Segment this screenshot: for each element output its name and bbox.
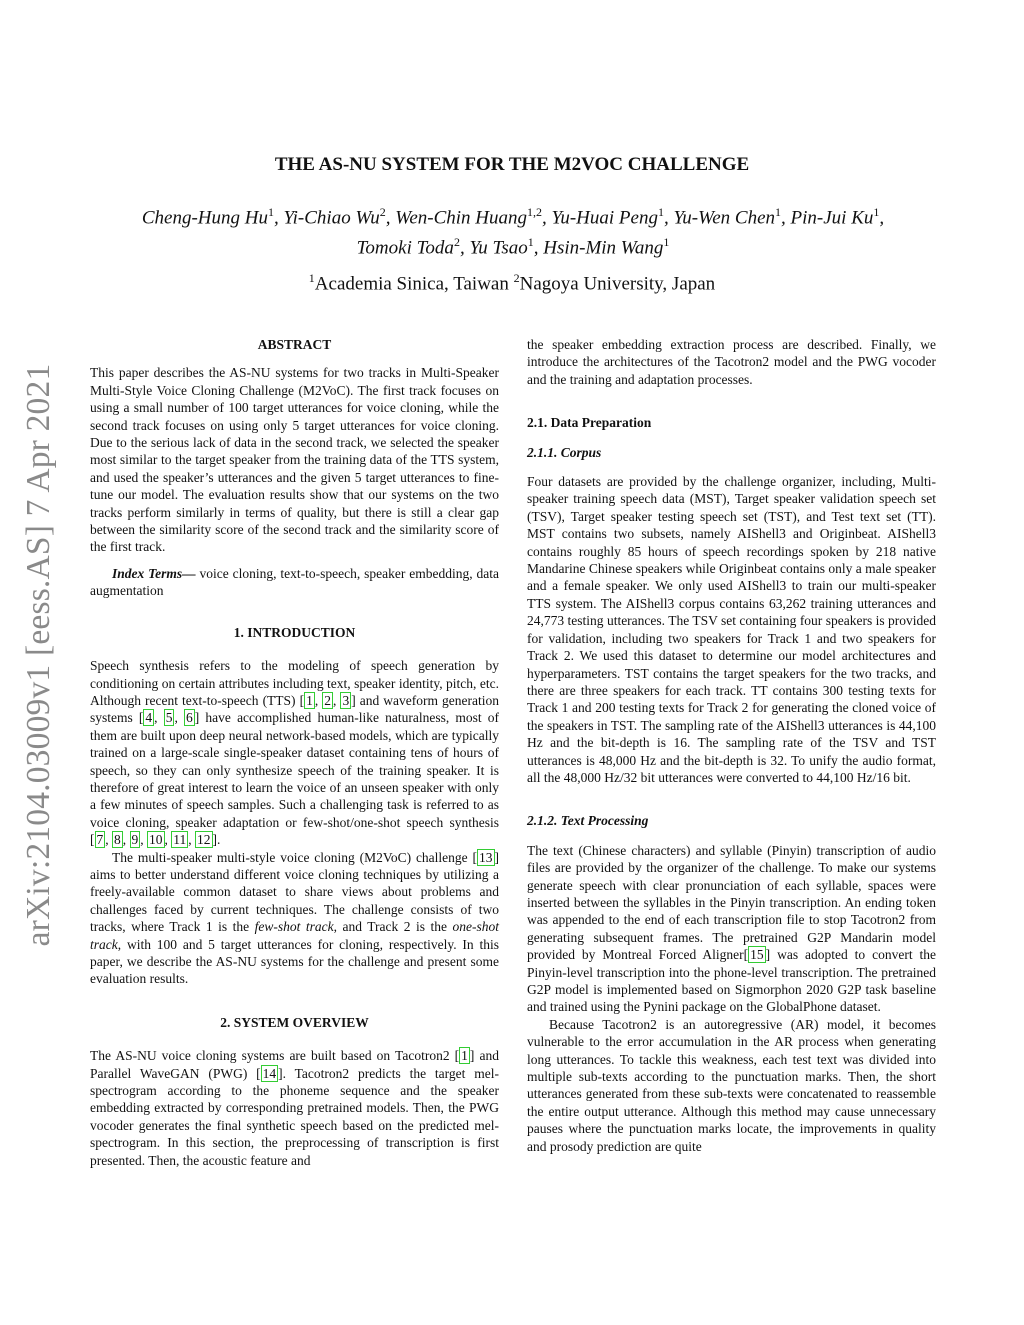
- citation-link[interactable]: 1: [461, 1048, 468, 1064]
- author: Tomoki Toda: [356, 237, 454, 259]
- citation-link[interactable]: 4: [145, 710, 153, 726]
- index-terms: [90, 565, 499, 600]
- text-processing-paragraph-1: The text (Chinese characters) and syllable (Pinyin) transcription of audio files are provided by the organizer of the challenge. To make our systems generate speech with clear pronunciation of each syllable, spaces were inserted between the syllables in the Pinyin transcription. An ending token was appended to the end of each transcription file to stop Tacotron2 from generating subsequent frames. The pretrained G2P Mandarin model provided by Montreal Forced Aligner[ 15 ] was adopted to convert the Pinyin-level transcription into the phone-level transcription. The pretrained G2P model is implemented based on Sigmorphon 2020 G2P task baseline and trained using the Pynini package on the GlobalPhone dataset.: [527, 842, 937, 1015]
- author: Yu-Huai Peng: [551, 207, 658, 229]
- citation-link[interactable]: 10: [149, 832, 163, 848]
- author: Yu Tsao: [469, 237, 528, 259]
- subsubsection-heading-text-processing: 2.1.2. Text Processing: [527, 813, 649, 829]
- citation-link[interactable]: 1: [306, 692, 313, 708]
- right-column: [527, 336, 936, 1155]
- author-list: Cheng-Hung Hu$^1$, Yi-Chiao Wu$^2$, Wen-Chin Huang$^{1,2}$, Yu-Huai Peng$^1$, Yu-Wen Chen$^1$, Pin-Jui Ku$^1$, Tomoki Toda$^2$, Yu Tsao$^1$, Hsin-Min Wang$^1$: [141, 205, 885, 259]
- author: Wen-Chin Huang: [395, 207, 528, 229]
- affiliation: Nagoya University, Japan: [519, 273, 716, 295]
- paper-title: THE AS-NU SYSTEM FOR THE M2VOC CHALLENGE: [274, 154, 750, 175]
- citation-link[interactable]: 12: [197, 832, 211, 848]
- citation-link[interactable]: 11: [173, 832, 187, 848]
- text-processing-paragraph-2: Because Tacotron2 is an autoregressive (AR) model, it becomes vulnerable to the error accumulation in the AR process when generating long utterances. To tackle this weakness, each test text was divided into multiple sub-texts according to the punctuation marks. Then, the short utterances generated from these sub-texts were concatenated to reassemble the entire output utterance. Although this method may cause unnecessary pauses where the punctuation marks locate, the improvements in quality and prosody prediction are quite: [527, 1016, 936, 1154]
- citation-link[interactable]: 15: [750, 947, 764, 963]
- intro-paragraph-1: Speech synthesis refers to the modeling of speech generation by conditioning on certain attributes including text, speaker identity, pitch, etc. Although recent text-to-speech (TTS) [ 1 , 2 , 3 ] and waveform generation systems [ 4 , 5 , 6 ] have accomplished human-like naturalness, most of them are built upon deep neural network-based models, which are typically trained on a large-scale single-speaker dataset containing tens of hours of speech, so they can only synthesize speech of the training speaker. It is therefore of great interest to learn the voice of an unseen speaker with only a few minutes of speech samples. Such a challenging task is referred to as voice cloning, speaker adaptation or few-shot/one-shot speech synthesis [ 7 , 8 , 9 , 10 , 11 , 12 ].: [90, 658, 500, 848]
- left-column: [90, 336, 499, 1169]
- intro-paragraph-2: The multi-speaker multi-style voice cloning (M2VoC) challenge [ 13 ] aims to better understand different voice cloning techniques by utilizing a freely-available common dataset to share views about problems and challenges faced by current techniques. The challenge consists of two tracks, where Track 1 is the few-shot track, and Track 2 is the one-shot track, with 100 and 5 target utterances for cloning, respectively. In this paper, we describe the AS-NU systems for the challenge and present some evaluation results.: [90, 849, 499, 987]
- abstract-heading: ABSTRACT: [257, 337, 332, 352]
- overview-paragraph-1: The AS-NU voice cloning systems are built based on Tacotron2 [ 1 ] and Parallel WaveGAN (PWG) [ 14 ]. Tacotron2 predicts the target mel-spectrogram according to the phoneme sequence and the speaker embedding extracted by corresponding pretrained models. Then, the PWG vocoder generates the final synthetic speech based on the predicted mel-spectrogram. In this section, the preprocessing of transcription is first presented. Then, the acoustic feature and: [90, 1048, 499, 1168]
- citation-link[interactable]: 8: [114, 832, 121, 848]
- citation-link[interactable]: 13: [479, 849, 493, 865]
- citation-link[interactable]: 2: [324, 692, 332, 708]
- citation-link[interactable]: 3: [342, 692, 350, 708]
- affiliation: Academia Sinica, Taiwan: [314, 273, 509, 295]
- author: Yu-Wen Chen: [673, 207, 776, 229]
- author: Yi-Chiao Wu: [283, 207, 380, 229]
- index-terms-label: Index Terms—: [112, 565, 196, 581]
- index-terms-text: voice cloning, text-to-speech, speaker embedding, data augmentation: [90, 565, 500, 599]
- subsubsection-heading-corpus: 2.1.1. Corpus: [527, 444, 602, 460]
- author: Hsin-Min Wang: [543, 237, 664, 259]
- abstract-text: This paper describes the AS-NU systems for two tracks in Multi-Speaker Multi-Style Voice Cloning Challenge (M2VoC). The first track focuses on using a small number of 100 target utterances for voice cloning, while the second track focuses on using only 5 target utterances for voice cloning. Due to the serious lack of data in the second track, we selected the speaker most similar to the target speaker from the training data of the TTS system, and used the speaker’s utterances and the given 5 target utterances to fine-tune our model. The evaluation results show that our systems on the two tracks perform similarly in terms of quality, but there is still a clear gap between the similarity score of the second track and the similarity score of the first track.: [90, 365, 499, 555]
- arxiv-stamp: [14, 350, 64, 960]
- section-heading-system-overview: 2. SYSTEM OVERVIEW: [220, 1014, 369, 1030]
- citation-link[interactable]: 7: [96, 832, 104, 848]
- citation-link[interactable]: 9: [131, 832, 139, 848]
- overview-paragraph-continued: the speaker embedding extraction process are described. Finally, we introduce the architectures of the Tacotron2 model and the PWG vocoder and the training and adaptation processes.: [527, 337, 936, 387]
- corpus-paragraph: Four datasets are provided by the challenge organizer, including, Multi-speaker training speech data (MST), Target speaker validation speech set (TSV), Target speaker testing speech set (TST), and Test text set (TT). MST contains two subsets, namely AIShell3 and Originbeat. AIShell3 contains roughly 85 hours of speech recordings spoken by 218 native Mandarine Chinese speakers while Originbeat contains only a male speaker and a female speaker. We only used AIShell3 to train our multi-speaker TTS system. The AIShell3 corpus contains 63,262 training utterances and 24,773 testing utterances. The TSV set containing four speakers is provided for validation, including two speakers for Track 1 and two speakers for Track 2. We used this dataset to determine our model architectures and hyperparameters. TST contains the target speakers for the two tracks, and there are three speakers for each track. TT contains 300 testing texts for Track 1 and 200 testing texts for Track 2 for generating the cloned voice of the speakers in TST. The sampling rate of the AIShell3 utterances is 44,100 Hz and the bit-depth is 16. The sampling rate of the TSV and TST utterances is 48,000 Hz and the bit-depth is 32. To unify the audio format, all the 48,000 Hz/32 bit utterances were converted to 44,100 Hz/16 bit.: [527, 474, 936, 785]
- citation-link[interactable]: 14: [262, 1065, 277, 1081]
- author: Pin-Jui Ku: [790, 207, 874, 229]
- citation-link[interactable]: 6: [186, 710, 193, 726]
- arxiv-id: arXiv:2104.03009v1 [eess.AS] 7 Apr 2021: [20, 363, 57, 947]
- author: Cheng-Hung Hu: [141, 207, 268, 229]
- affiliations: $^1$Academia Sinica, Taiwan $^2$Nagoya University, Japan: [308, 271, 716, 295]
- subsection-heading-data-preparation: 2.1. Data Preparation: [527, 415, 652, 431]
- section-heading-introduction: 1. INTRODUCTION: [233, 624, 356, 640]
- citation-link[interactable]: 5: [165, 710, 173, 726]
